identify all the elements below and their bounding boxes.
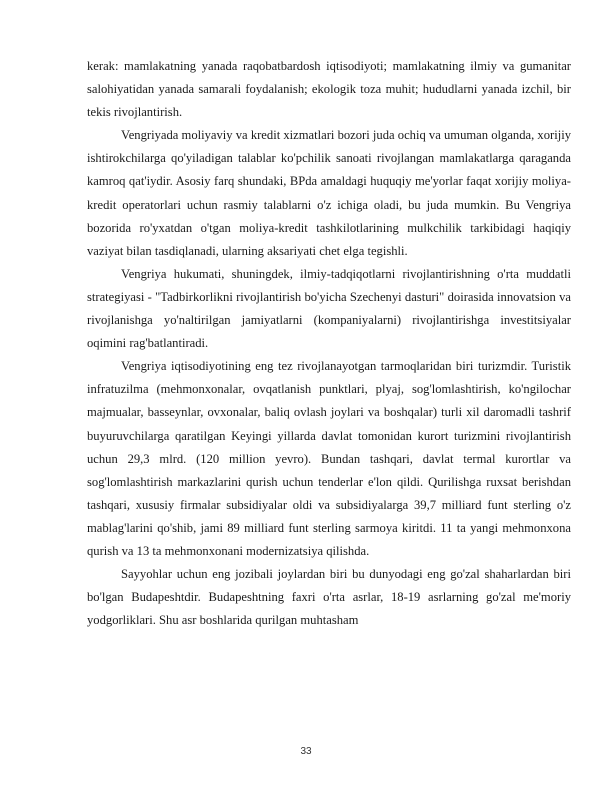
page-number: 33 (300, 746, 312, 757)
document-page (87, 55, 571, 632)
paragraph-4: Vengriya iqtisodiyotining eng tez rivojlanayotgan tarmoqlaridan biri turizmdir. Turistik infratuzilma (mehmonxonalar, ovqatlanish punktlari, plyaj, sog'lomlashtirish, ko'ngilochar majmualar, basseynlar, ovxonalar, baliq ovlash joylari va boshqalar) turli xil daromadli tashrif buyuruvchilarga qaratilgan Keyingi yillarda davlat tomonidan kurort turizmini rivojlantirish uchun 29,3 mlrd. (120 million yevro). Bundan tashqari, davlat termal kurortlar va sog'lomlashtirish markazlarini qurish uchun tenderlar e'lon qildi. Qurilishga ruxsat berishdan tashqari, xususiy firmalar subsidiyalar oldi va subsidiyalarga 39,7 milliard funt sterling o'z mablag'larini qo'shib, jami 89 milliard funt sterling sarmoya kiritdi. 11 ta yangi mehmonxona qurish va 13 ta mehmonxonani modernizatsiya qilishda. (87, 359, 571, 558)
paragraph-3: Vengriya hukumati, shuningdek, ilmiy-tadqiqotlarni rivojlantirishning o'rta muddatli strategiyasi - "Tadbirkorlikni rivojlantirish bo'yicha Szechenyi dasturi" doirasida innovatsion va rivojlanishga yo'naltirilgan jamiyatlarni (kompaniyalarni) rivojlantirishga investitsiyalar oqimini rag'batlantiradi. (87, 266, 571, 351)
paragraph-2: Vengriyada moliyaviy va kredit xizmatlari bozori juda ochiq va umuman olganda, xorijiy ishtirokchilarga qo'yiladigan talablar ko'pchilik sanoati rivojlangan mamlakatlarga qaraganda kamroq qat'iydir. Asosiy farq shundaki, BPda amaldagi huquqiy me'yorlar faqat xorijiy moliya-kredit operatorlari uchun rasmiy talablarni o'z ichiga oladi, bu juda mumkin. Bu Vengriya bozorida ro'yxatdan o'tgan moliya-kredit tashkilotlarining mulkchilik tarkibidagi haqiqiy vaziyat bilan tasdiqlanadi, ularning aksariyati chet elga tegishli. (87, 128, 571, 258)
paragraph-5: Sayyohlar uchun eng jozibali joylardan biri bu dunyodagi eng go'zal shaharlardan biri bo'lgan Budapeshtdir. Budapeshtning faxri o'rta asrlar, 18-19 asrlarning go'zal me'moriy yodgorliklari. Shu asr boshlarida qurilgan muhtasham (87, 567, 571, 628)
paragraph-1: kerak: mamlakatning yanada raqobatbardosh iqtisodiyoti; mamlakatning ilmiy va gumanitar salohiyatidan yanada samarali foydalanish; ekologik toza muhit; hududlarni yanada izchil, bir tekis rivojlantirish. (87, 59, 571, 120)
